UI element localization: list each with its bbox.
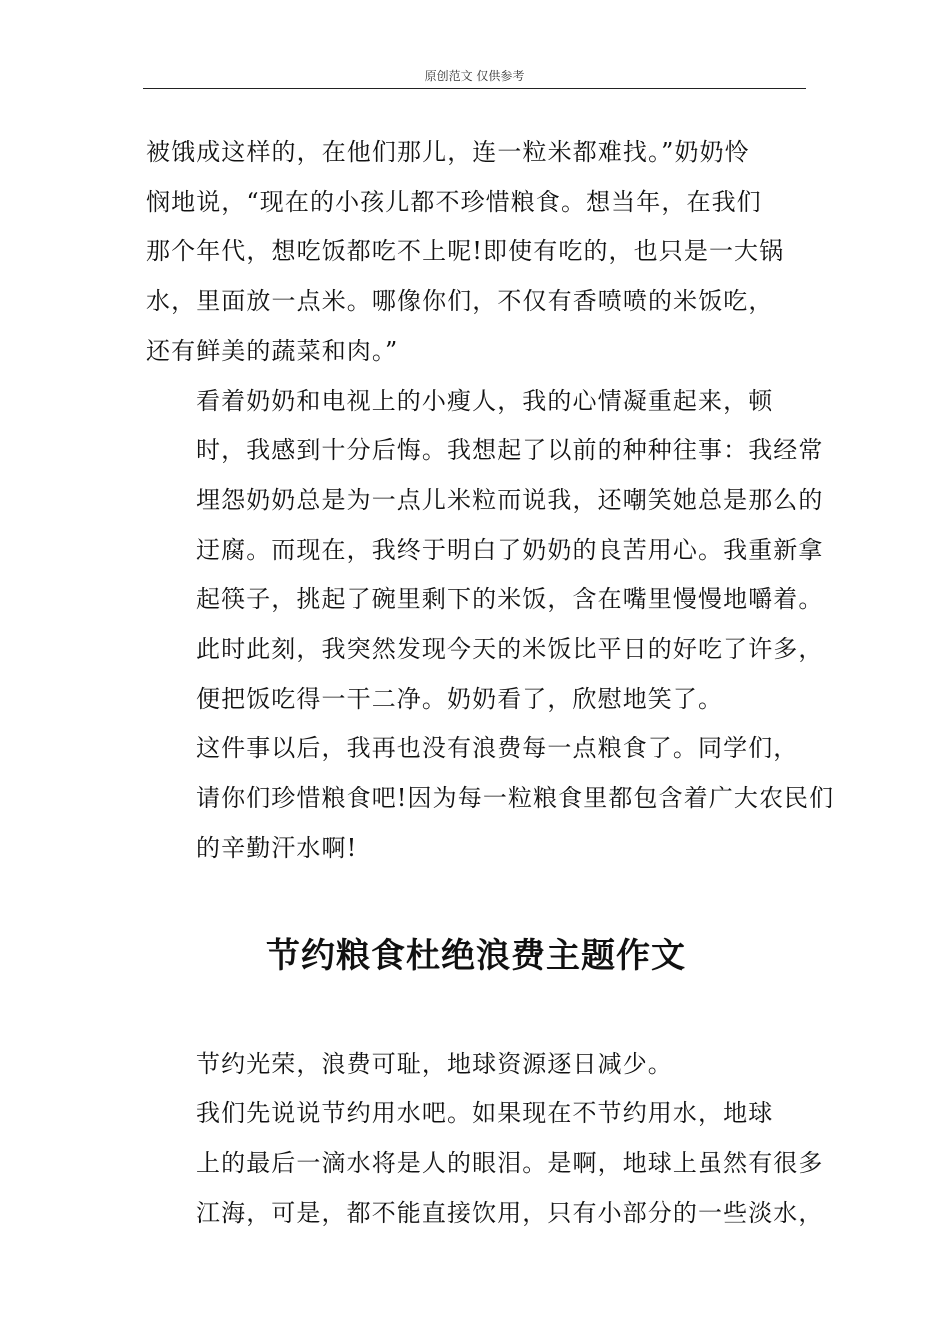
text-line: 上的最后一滴水将是人的眼泪。是啊，地球上虽然有很多 <box>196 1148 824 1177</box>
paragraph <box>146 1089 824 1238</box>
text-line: 悯地说，“现在的小孩儿都不珍惜粮食。想当年，在我们 <box>146 187 762 216</box>
text-line: 被饿成这样的，在他们那儿，连一粒米都难找。”奶奶怜 <box>146 138 750 166</box>
essay-body <box>146 1040 824 1239</box>
text-line: 水，里面放一点米。哪像你们，不仅有香喷喷的米饭吃， <box>146 287 774 316</box>
text-line: 的辛勤汗水啊! <box>196 833 358 862</box>
essay-title: 节约粮食杜绝浪费主题作文 <box>266 935 686 976</box>
text-line: 便把饭吃得一干二净。奶奶看了，欣慰地笑了。 <box>196 684 724 713</box>
text-line: 还有鲜美的蔬菜和肉。” <box>146 336 399 365</box>
paragraph <box>146 1040 806 1090</box>
text-line: 江海，可是，都不能直接饮用，只有小部分的一些淡水， <box>196 1198 824 1227</box>
text-line: 我们先说说节约用水吧。如果现在不节约用水，地球 <box>196 1099 774 1128</box>
text-line: 时，我感到十分后悔。我想起了以前的种种往事：我经常 <box>196 436 824 465</box>
document-body <box>146 128 835 1238</box>
text-line: 节约光荣，浪费可耻，地球资源逐日减少。 <box>196 1049 673 1078</box>
essay-continuation <box>146 128 835 874</box>
paragraph <box>146 724 835 873</box>
header-text: 原创范文 仅供参考 <box>424 69 525 83</box>
page-header <box>143 66 806 89</box>
text-line: 迂腐。而现在，我终于明白了奶奶的良苦用心。我重新拿 <box>196 535 824 564</box>
text-line: 起筷子，挑起了碗里剩下的米饭，含在嘴里慢慢地嚼着。 <box>196 585 824 614</box>
text-line: 那个年代，想吃饭都吃不上呢!即使有吃的，也只是一大锅 <box>146 237 785 266</box>
text-line: 埋怨奶奶总是为一点儿米粒而说我，还嘲笑她总是那么的 <box>196 485 824 514</box>
text-line: 此时此刻，我突然发现今天的米饭比平日的好吃了许多， <box>196 635 824 664</box>
text-line: 请你们珍惜粮食吧!因为每一粒粮食里都包含着广大农民们 <box>196 784 835 813</box>
paragraph <box>146 128 806 377</box>
text-line: 看着奶奶和电视上的小瘦人，我的心情凝重起来，顿 <box>196 386 774 415</box>
text-line: 这件事以后，我再也没有浪费每一点粮食了。同学们， <box>196 734 799 763</box>
paragraph <box>146 377 824 725</box>
